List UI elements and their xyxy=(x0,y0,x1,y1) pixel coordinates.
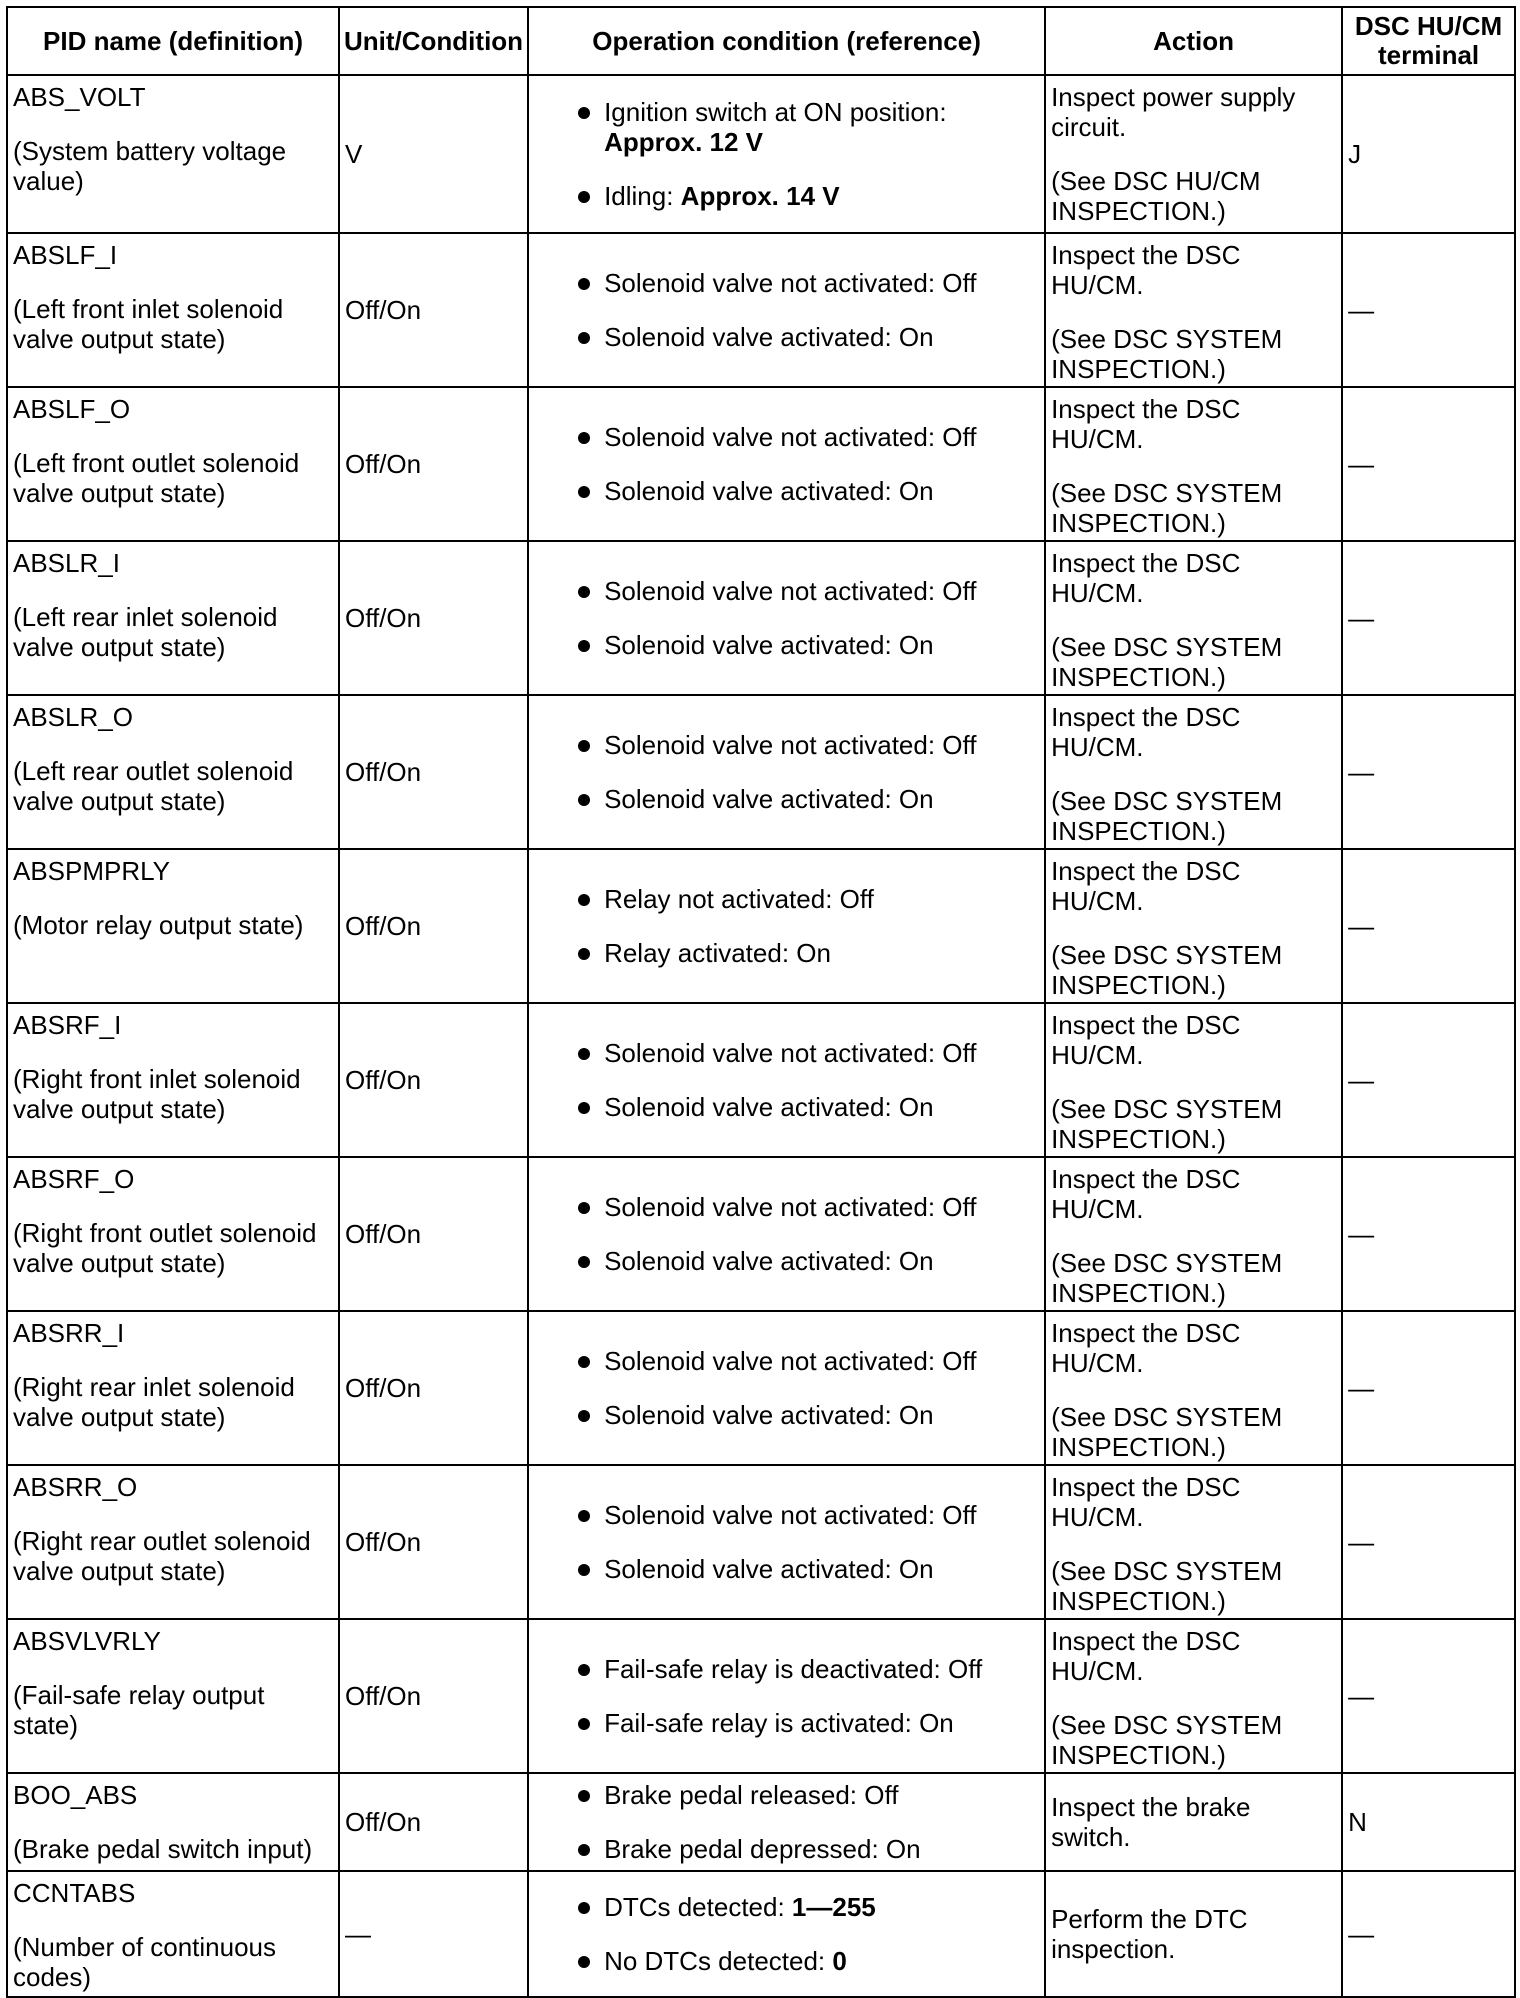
action-cell xyxy=(1045,1773,1342,1871)
action-cell xyxy=(1045,1311,1342,1465)
unit-cell: — xyxy=(339,1871,528,1997)
table-row xyxy=(7,1773,1515,1871)
terminal-cell: J xyxy=(1342,75,1515,233)
condition-item xyxy=(574,422,1039,452)
pid-definition: (Number of continuous codes) xyxy=(13,1932,277,1992)
condition-item xyxy=(574,1654,1039,1684)
condition-text: Solenoid valve activated: On xyxy=(604,1246,934,1276)
action-reference: (See DSC SYSTEM INSPECTION.) xyxy=(1051,940,1283,1000)
operation-cell xyxy=(528,75,1045,233)
terminal-cell: — xyxy=(1342,1003,1515,1157)
action-text: Inspect the DSC HU/CM. xyxy=(1051,702,1241,762)
table-row xyxy=(7,75,1515,233)
table-row xyxy=(7,1871,1515,1997)
operation-cell xyxy=(528,1311,1045,1465)
pid-name: BOO_ABS xyxy=(13,1780,138,1810)
unit-cell: Off/On xyxy=(339,1311,528,1465)
pid-cell xyxy=(7,233,339,387)
condition-item xyxy=(574,784,1039,814)
operation-cell xyxy=(528,1003,1045,1157)
pid-cell xyxy=(7,849,339,1003)
table-row xyxy=(7,1311,1515,1465)
condition-text: No DTCs detected: xyxy=(604,1946,833,1976)
condition-list xyxy=(534,730,1039,814)
action-text: Inspect the DSC HU/CM. xyxy=(1051,394,1241,454)
condition-value: 1—255 xyxy=(791,1892,876,1922)
condition-item xyxy=(574,1946,1039,1976)
condition-text: Fail-safe relay is deactivated: Off xyxy=(604,1654,983,1684)
document xyxy=(6,6,1516,1998)
terminal-cell: — xyxy=(1342,1311,1515,1465)
condition-value: Approx. 14 V xyxy=(680,181,840,211)
condition-list xyxy=(534,1780,1039,1864)
operation-cell xyxy=(528,1871,1045,1997)
unit-cell: Off/On xyxy=(339,1157,528,1311)
pid-definition: (Right rear outlet solenoid valve output state) xyxy=(13,1526,311,1586)
condition-list xyxy=(534,97,1039,211)
pid-definition: (Left rear outlet solenoid valve output state) xyxy=(13,756,294,816)
terminal-cell: — xyxy=(1342,849,1515,1003)
unit-cell: V xyxy=(339,75,528,233)
unit-cell: Off/On xyxy=(339,541,528,695)
condition-text: Solenoid valve not activated: Off xyxy=(604,1346,977,1376)
pid-cell xyxy=(7,1619,339,1773)
action-text: Inspect power supply circuit. xyxy=(1051,82,1296,142)
pid-name: ABSRR_I xyxy=(13,1318,125,1348)
action-text: Inspect the DSC HU/CM. xyxy=(1051,1472,1241,1532)
pid-name: ABSRF_O xyxy=(13,1164,135,1194)
pid-cell xyxy=(7,1311,339,1465)
condition-item xyxy=(574,476,1039,506)
condition-text: Solenoid valve activated: On xyxy=(604,1554,934,1584)
condition-text: Idling: xyxy=(604,181,681,211)
pid-name: ABSLF_I xyxy=(13,240,118,270)
action-reference: (See DSC SYSTEM INSPECTION.) xyxy=(1051,1094,1283,1154)
pid-definition: (Left front outlet solenoid valve output state) xyxy=(13,448,300,508)
table-row xyxy=(7,1619,1515,1773)
pid-name: CCNTABS xyxy=(13,1878,136,1908)
terminal-cell: — xyxy=(1342,1157,1515,1311)
action-cell xyxy=(1045,387,1342,541)
action-text: Inspect the DSC HU/CM. xyxy=(1051,1010,1241,1070)
operation-cell xyxy=(528,1157,1045,1311)
action-text: Inspect the brake switch. xyxy=(1051,1792,1251,1852)
table-row xyxy=(7,541,1515,695)
condition-item xyxy=(574,322,1039,352)
operation-cell xyxy=(528,1773,1045,1871)
operation-cell xyxy=(528,1619,1045,1773)
pid-cell xyxy=(7,1773,339,1871)
condition-item xyxy=(574,630,1039,660)
action-reference: (See DSC SYSTEM INSPECTION.) xyxy=(1051,324,1283,384)
pid-definition: (Left rear inlet solenoid valve output state) xyxy=(13,602,278,662)
pid-definition: (Left front inlet solenoid valve output state) xyxy=(13,294,284,354)
action-reference: (See DSC SYSTEM INSPECTION.) xyxy=(1051,1248,1283,1308)
condition-text: Brake pedal released: Off xyxy=(604,1780,899,1810)
pid-name: ABS_VOLT xyxy=(13,82,146,112)
condition-text: DTCs detected: xyxy=(604,1892,792,1922)
pid-name: ABSVLVRLY xyxy=(13,1626,161,1656)
table-row xyxy=(7,695,1515,849)
pid-name: ABSLR_O xyxy=(13,702,133,732)
condition-text: Solenoid valve not activated: Off xyxy=(604,268,977,298)
operation-cell xyxy=(528,541,1045,695)
condition-item xyxy=(574,1246,1039,1276)
condition-item xyxy=(574,1780,1039,1810)
header-row xyxy=(7,7,1515,75)
header-pid: PID name (definition) xyxy=(7,7,339,75)
pid-definition: (Right rear inlet solenoid valve output state) xyxy=(13,1372,295,1432)
condition-text: Solenoid valve not activated: Off xyxy=(604,576,977,606)
condition-item xyxy=(574,1834,1039,1864)
table-row xyxy=(7,1465,1515,1619)
action-cell xyxy=(1045,695,1342,849)
pid-cell xyxy=(7,1871,339,1997)
table-row xyxy=(7,233,1515,387)
condition-text: Solenoid valve activated: On xyxy=(604,322,934,352)
pid-cell xyxy=(7,541,339,695)
condition-text: Relay activated: On xyxy=(604,938,831,968)
pid-cell xyxy=(7,1157,339,1311)
condition-list xyxy=(534,268,1039,352)
condition-text: Ignition switch at ON position: xyxy=(604,97,947,127)
action-reference: (See DSC SYSTEM INSPECTION.) xyxy=(1051,1402,1283,1462)
unit-cell: Off/On xyxy=(339,1773,528,1871)
condition-text: Solenoid valve not activated: Off xyxy=(604,1038,977,1068)
terminal-cell: — xyxy=(1342,387,1515,541)
condition-item xyxy=(574,938,1039,968)
action-cell xyxy=(1045,75,1342,233)
condition-text: Solenoid valve not activated: Off xyxy=(604,1500,977,1530)
action-cell xyxy=(1045,1003,1342,1157)
condition-text: Solenoid valve activated: On xyxy=(604,1400,934,1430)
action-text: Inspect the DSC HU/CM. xyxy=(1051,856,1241,916)
condition-list xyxy=(534,1500,1039,1584)
pid-name: ABSLR_I xyxy=(13,548,120,578)
terminal-cell: N xyxy=(1342,1773,1515,1871)
table-row xyxy=(7,849,1515,1003)
pid-cell xyxy=(7,1003,339,1157)
condition-text: Solenoid valve activated: On xyxy=(604,476,934,506)
terminal-cell: — xyxy=(1342,1619,1515,1773)
pid-definition: (Motor relay output state) xyxy=(13,910,304,940)
unit-cell: Off/On xyxy=(339,1465,528,1619)
condition-text: Solenoid valve activated: On xyxy=(604,1092,934,1122)
condition-item xyxy=(574,884,1039,914)
pid-definition: (Right front outlet solenoid valve output state) xyxy=(13,1218,317,1278)
terminal-cell: — xyxy=(1342,233,1515,387)
action-text: Inspect the DSC HU/CM. xyxy=(1051,1318,1241,1378)
action-text: Inspect the DSC HU/CM. xyxy=(1051,1164,1241,1224)
condition-text: Solenoid valve not activated: Off xyxy=(604,1192,977,1222)
action-cell xyxy=(1045,541,1342,695)
action-cell xyxy=(1045,849,1342,1003)
condition-value: Approx. 12 V xyxy=(604,127,763,157)
operation-cell xyxy=(528,849,1045,1003)
pid-name: ABSRF_I xyxy=(13,1010,122,1040)
header-operation: Operation condition (reference) xyxy=(528,7,1045,75)
condition-text: Relay not activated: Off xyxy=(604,884,874,914)
pid-cell xyxy=(7,75,339,233)
unit-cell: Off/On xyxy=(339,1003,528,1157)
action-text: Inspect the DSC HU/CM. xyxy=(1051,1626,1241,1686)
terminal-cell: — xyxy=(1342,1871,1515,1997)
condition-text: Solenoid valve activated: On xyxy=(604,630,934,660)
table-row xyxy=(7,387,1515,541)
condition-text: Fail-safe relay is activated: On xyxy=(604,1708,954,1738)
action-text: Perform the DTC inspection. xyxy=(1051,1904,1248,1964)
action-reference: (See DSC SYSTEM INSPECTION.) xyxy=(1051,1710,1283,1770)
action-cell xyxy=(1045,1871,1342,1997)
condition-item xyxy=(574,97,1039,157)
condition-item xyxy=(574,268,1039,298)
condition-list xyxy=(534,1892,1039,1976)
condition-text: Brake pedal depressed: On xyxy=(604,1834,921,1864)
action-reference: (See DSC SYSTEM INSPECTION.) xyxy=(1051,478,1283,538)
table-row xyxy=(7,1003,1515,1157)
action-reference: (See DSC HU/CM INSPECTION.) xyxy=(1051,166,1261,226)
pid-cell xyxy=(7,695,339,849)
terminal-cell: — xyxy=(1342,541,1515,695)
condition-list xyxy=(534,1654,1039,1738)
pid-definition: (Brake pedal switch input) xyxy=(13,1834,313,1864)
action-reference: (See DSC SYSTEM INSPECTION.) xyxy=(1051,786,1283,846)
condition-list xyxy=(534,1038,1039,1122)
action-cell xyxy=(1045,233,1342,387)
action-text: Inspect the DSC HU/CM. xyxy=(1051,548,1241,608)
table-row xyxy=(7,1157,1515,1311)
action-reference: (See DSC SYSTEM INSPECTION.) xyxy=(1051,1556,1283,1616)
pid-table xyxy=(6,6,1516,1998)
terminal-cell: — xyxy=(1342,695,1515,849)
condition-item xyxy=(574,1400,1039,1430)
condition-item xyxy=(574,1500,1039,1530)
pid-definition: (Right front inlet solenoid valve output state) xyxy=(13,1064,301,1124)
pid-name: ABSLF_O xyxy=(13,394,131,424)
condition-text: Solenoid valve not activated: Off xyxy=(604,730,977,760)
condition-item xyxy=(574,1038,1039,1068)
operation-cell xyxy=(528,387,1045,541)
unit-cell: Off/On xyxy=(339,1619,528,1773)
condition-list xyxy=(534,884,1039,968)
terminal-cell: — xyxy=(1342,1465,1515,1619)
condition-item xyxy=(574,181,1039,211)
condition-value: 0 xyxy=(832,1946,847,1976)
operation-cell xyxy=(528,233,1045,387)
action-reference: (See DSC SYSTEM INSPECTION.) xyxy=(1051,632,1283,692)
header-unit: Unit/Condition xyxy=(339,7,528,75)
condition-item xyxy=(574,1892,1039,1922)
condition-item xyxy=(574,1346,1039,1376)
unit-cell: Off/On xyxy=(339,387,528,541)
condition-item xyxy=(574,1554,1039,1584)
pid-name: ABSRR_O xyxy=(13,1472,138,1502)
action-cell xyxy=(1045,1465,1342,1619)
pid-definition: (System battery voltage value) xyxy=(13,136,287,196)
pid-cell xyxy=(7,387,339,541)
condition-list xyxy=(534,576,1039,660)
condition-item xyxy=(574,1092,1039,1122)
operation-cell xyxy=(528,1465,1045,1619)
condition-item xyxy=(574,1708,1039,1738)
pid-cell xyxy=(7,1465,339,1619)
condition-text: Solenoid valve activated: On xyxy=(604,784,934,814)
condition-list xyxy=(534,1346,1039,1430)
operation-cell xyxy=(528,695,1045,849)
condition-item xyxy=(574,576,1039,606)
action-text: Inspect the DSC HU/CM. xyxy=(1051,240,1241,300)
header-action: Action xyxy=(1045,7,1342,75)
condition-item xyxy=(574,730,1039,760)
unit-cell: Off/On xyxy=(339,695,528,849)
action-cell xyxy=(1045,1157,1342,1311)
condition-item xyxy=(574,1192,1039,1222)
condition-list xyxy=(534,1192,1039,1276)
unit-cell: Off/On xyxy=(339,233,528,387)
pid-definition: (Fail-safe relay output state) xyxy=(13,1680,265,1740)
header-terminal: DSC HU/CM terminal xyxy=(1342,7,1515,75)
condition-list xyxy=(534,422,1039,506)
action-cell xyxy=(1045,1619,1342,1773)
pid-name: ABSPMPRLY xyxy=(13,856,171,886)
condition-text: Solenoid valve not activated: Off xyxy=(604,422,977,452)
unit-cell: Off/On xyxy=(339,849,528,1003)
